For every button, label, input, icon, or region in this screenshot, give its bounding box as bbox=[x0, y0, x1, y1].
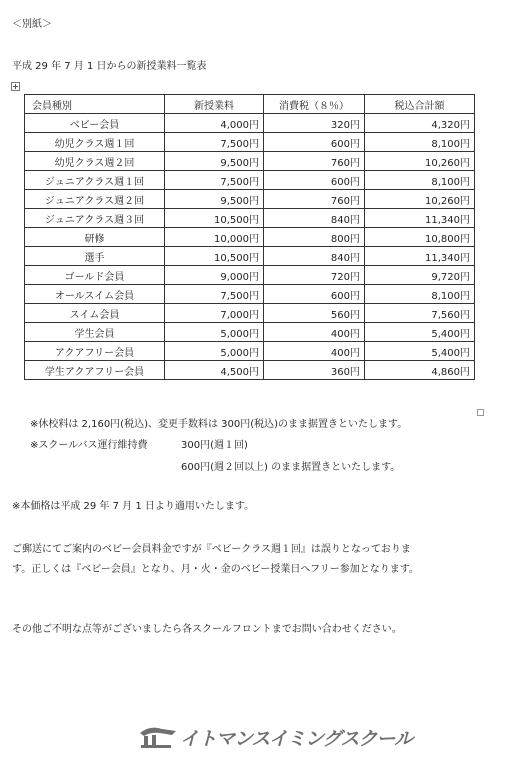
correction-line-2: す。正しくは『ベビー会員』となり、月・火・金のベビー授業日へフリー参加となります。 bbox=[12, 564, 419, 575]
table-resize-handle[interactable] bbox=[477, 409, 484, 416]
table-row bbox=[25, 190, 475, 209]
table-header-row bbox=[25, 95, 475, 114]
correction-line-1: ご郵送にてご案内のベビー会員料金ですが『ベビークラス週１回』は誤りとなっておりま bbox=[12, 544, 411, 555]
cell-new-fee: 10,500円 bbox=[165, 247, 264, 266]
cell-member-type: ジュニアクラス週２回 bbox=[25, 190, 165, 209]
inquiry-note: その他ご不明な点等がございましたら各スクールフロントまでお問い合わせください。 bbox=[12, 624, 402, 635]
fee-table bbox=[24, 94, 475, 380]
cell-member-type: 研修 bbox=[25, 228, 165, 247]
cell-tax: 720円 bbox=[264, 266, 365, 285]
note-fees: ※休校料は 2,160円(税込)、変更手数料は 300円(税込)のまま据置きといたします。 bbox=[30, 419, 408, 430]
table-row bbox=[25, 266, 475, 285]
table-move-handle-icon[interactable] bbox=[11, 82, 20, 91]
table-row bbox=[25, 342, 475, 361]
cell-tax: 840円 bbox=[264, 247, 365, 266]
cell-total: 9,720円 bbox=[365, 266, 475, 285]
table-row bbox=[25, 323, 475, 342]
cell-tax: 360円 bbox=[264, 361, 365, 380]
table-row bbox=[25, 152, 475, 171]
cell-new-fee: 7,500円 bbox=[165, 285, 264, 304]
cell-new-fee: 10,000円 bbox=[165, 228, 264, 247]
note-bus-amount-multi: 600円(週２回以上) のまま据置きといたします。 bbox=[181, 462, 401, 473]
cell-tax: 600円 bbox=[264, 171, 365, 190]
cell-member-type: ジュニアクラス週１回 bbox=[25, 171, 165, 190]
cell-tax: 400円 bbox=[264, 323, 365, 342]
cell-total: 5,400円 bbox=[365, 342, 475, 361]
cell-new-fee: 9,500円 bbox=[165, 152, 264, 171]
logo-text: イトマンスイミングスクール bbox=[180, 728, 413, 750]
cell-member-type: 学生会員 bbox=[25, 323, 165, 342]
table-row bbox=[25, 285, 475, 304]
cell-total: 10,260円 bbox=[365, 190, 475, 209]
table-row bbox=[25, 228, 475, 247]
cell-new-fee: 7,000円 bbox=[165, 304, 264, 323]
cell-member-type: 幼児クラス週１回 bbox=[25, 133, 165, 152]
cell-member-type: ジュニアクラス週３回 bbox=[25, 209, 165, 228]
header-total: 税込合計額 bbox=[365, 95, 475, 114]
cell-member-type: 幼児クラス週２回 bbox=[25, 152, 165, 171]
cell-member-type: 選手 bbox=[25, 247, 165, 266]
cell-member-type: ベビー会員 bbox=[25, 114, 165, 133]
itoman-logo bbox=[138, 723, 413, 750]
table-row bbox=[25, 114, 475, 133]
applies-note: ※本価格は平成 29 年 7 月 1 日より適用いたします。 bbox=[12, 501, 255, 512]
cell-new-fee: 5,000円 bbox=[165, 342, 264, 361]
cell-member-type: 学生アクアフリー会員 bbox=[25, 361, 165, 380]
cell-total: 10,260円 bbox=[365, 152, 475, 171]
cell-total: 4,860円 bbox=[365, 361, 475, 380]
table-row bbox=[25, 209, 475, 228]
cell-total: 7,560円 bbox=[365, 304, 475, 323]
itoman-logo-icon bbox=[138, 723, 178, 749]
header-tax: 消費税（８％） bbox=[264, 95, 365, 114]
cell-new-fee: 9,000円 bbox=[165, 266, 264, 285]
cell-tax: 760円 bbox=[264, 152, 365, 171]
cell-new-fee: 4,000円 bbox=[165, 114, 264, 133]
cell-tax: 760円 bbox=[264, 190, 365, 209]
table-row bbox=[25, 361, 475, 380]
header-new-fee: 新授業料 bbox=[165, 95, 264, 114]
cell-tax: 400円 bbox=[264, 342, 365, 361]
cell-new-fee: 7,500円 bbox=[165, 171, 264, 190]
cell-tax: 800円 bbox=[264, 228, 365, 247]
cell-total: 11,340円 bbox=[365, 247, 475, 266]
cell-total: 11,340円 bbox=[365, 209, 475, 228]
note-bus-label: ※スクールバス運行維持費 bbox=[30, 440, 148, 451]
header-member-type: 会員種別 bbox=[25, 95, 165, 114]
table-row bbox=[25, 133, 475, 152]
cell-total: 4,320円 bbox=[365, 114, 475, 133]
table-row bbox=[25, 247, 475, 266]
cell-tax: 840円 bbox=[264, 209, 365, 228]
cell-new-fee: 5,000円 bbox=[165, 323, 264, 342]
cell-member-type: オールスイム会員 bbox=[25, 285, 165, 304]
attachment-label: ＜別紙＞ bbox=[12, 19, 52, 30]
cell-new-fee: 7,500円 bbox=[165, 133, 264, 152]
cell-member-type: アクアフリー会員 bbox=[25, 342, 165, 361]
note-bus-amount-weekly: 300円(週１回) bbox=[181, 440, 248, 451]
cell-total: 10,800円 bbox=[365, 228, 475, 247]
cell-total: 8,100円 bbox=[365, 133, 475, 152]
cell-tax: 320円 bbox=[264, 114, 365, 133]
cell-new-fee: 10,500円 bbox=[165, 209, 264, 228]
cell-tax: 600円 bbox=[264, 133, 365, 152]
cell-total: 8,100円 bbox=[365, 171, 475, 190]
table-row bbox=[25, 171, 475, 190]
cell-tax: 560円 bbox=[264, 304, 365, 323]
table-row bbox=[25, 304, 475, 323]
cell-member-type: スイム会員 bbox=[25, 304, 165, 323]
page-title: 平成 29 年 7 月 1 日からの新授業料一覧表 bbox=[12, 61, 207, 72]
cell-new-fee: 9,500円 bbox=[165, 190, 264, 209]
cell-member-type: ゴールド会員 bbox=[25, 266, 165, 285]
cell-new-fee: 4,500円 bbox=[165, 361, 264, 380]
cell-total: 8,100円 bbox=[365, 285, 475, 304]
cell-total: 5,400円 bbox=[365, 323, 475, 342]
cell-tax: 600円 bbox=[264, 285, 365, 304]
